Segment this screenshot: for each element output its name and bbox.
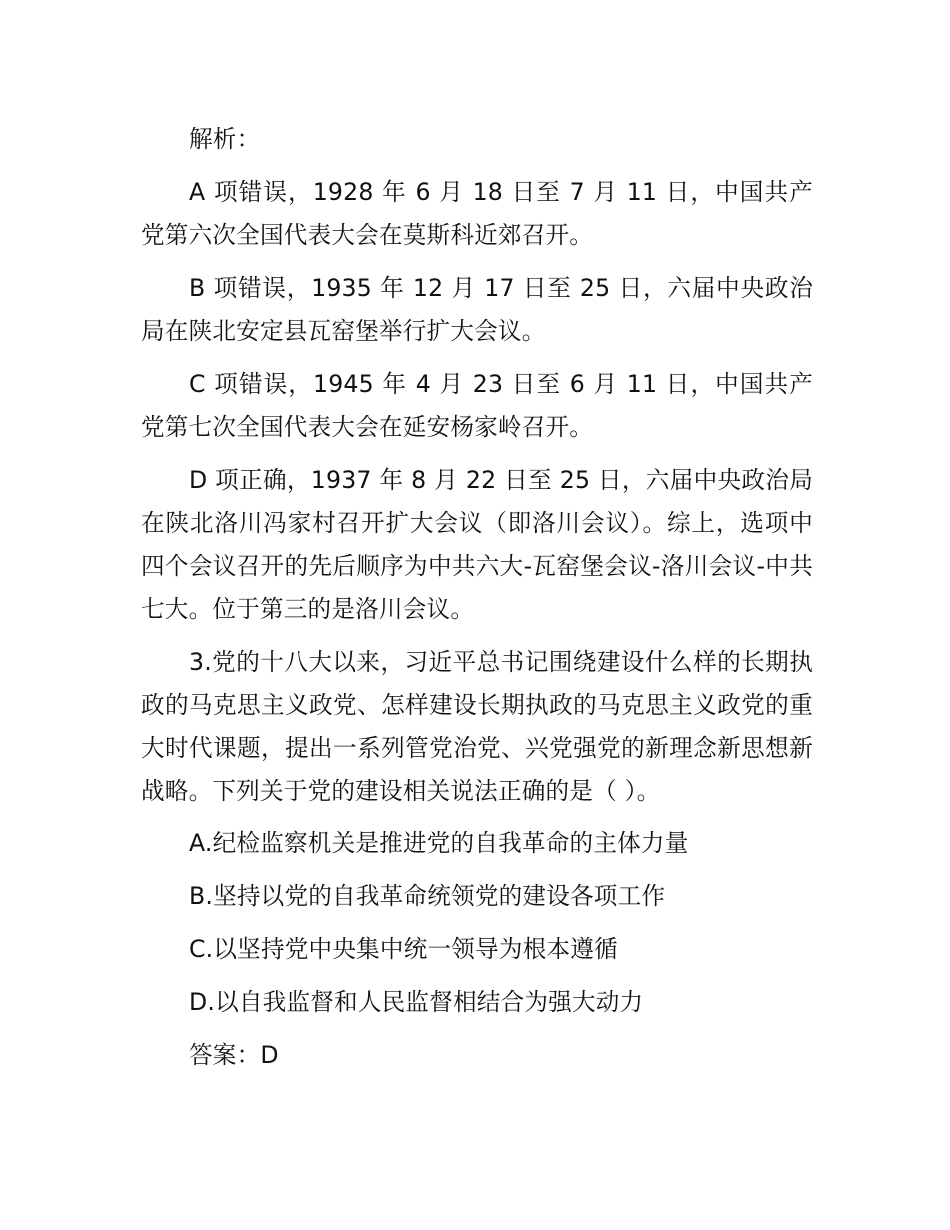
option-d: D.以自我监督和人民监督相结合为强大动力 (189, 988, 644, 1016)
analysis-label: 解析： (189, 125, 261, 153)
analysis-item-a: A 项错误，1928 年 6 月 18 日至 7 月 11 日，中国共产党第六次全国代表大会在莫斯科近郊召开。 (141, 178, 813, 249)
analysis-item-d: D 项正确，1937 年 8 月 22 日至 25 日，六届中央政治局在陕北洛川冯家村召开扩大会议（即洛川会议）。综上，选项中四个会议召开的先后顺序为中共六大-瓦窑堡会议-洛川会议-中共七大。位于第三的是洛川会议。 (141, 466, 813, 623)
option-b: B.坚持以党的自我革命统领党的建设各项工作 (189, 882, 666, 910)
question-text: 3.党的十八大以来，习近平总书记围绕建设什么样的长期执政的马克思主义政党、怎样建设长期执政的马克思主义政党的重大时代课题，提出一系列管党治党、兴党强党的新理念新思想新战略。下列关于党的建设相关说法正确的是（ ）。 (141, 648, 813, 805)
analysis-item-b: B 项错误，1935 年 12 月 17 日至 25 日，六届中央政治局在陕北安定县瓦窑堡举行扩大会议。 (141, 274, 813, 345)
option-c: C.以坚持党中央集中统一领导为根本遵循 (189, 935, 618, 963)
answer-text: 答案：D (189, 1041, 279, 1069)
option-a: A.纪检监察机关是推进党的自我革命的主体力量 (189, 829, 689, 857)
analysis-item-c: C 项错误，1945 年 4 月 23 日至 6 月 11 日，中国共产党第七次全国代表大会在延安杨家岭召开。 (141, 370, 813, 441)
document-body (141, 118, 813, 1087)
